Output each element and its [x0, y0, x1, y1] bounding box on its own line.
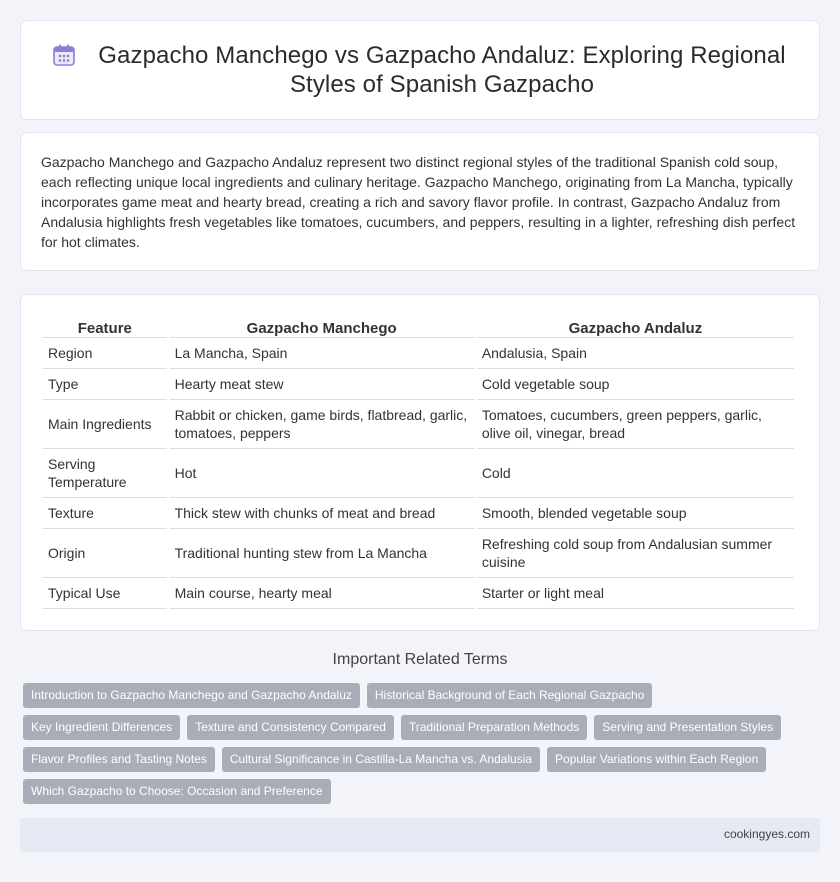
related-terms-list [23, 683, 823, 811]
table-row [43, 400, 794, 449]
table-row [43, 338, 794, 369]
table-row [43, 369, 794, 400]
table-cell-andaluz: Refreshing cold soup from Andalusian summer cuisine [477, 529, 794, 578]
table-cell-andaluz: Tomatoes, cucumbers, green peppers, garlic, olive oil, vinegar, bread [477, 400, 794, 449]
comparison-table [40, 312, 797, 609]
table-cell-feature: Main Ingredients [43, 400, 167, 449]
table-cell-andaluz: Starter or light meal [477, 578, 794, 609]
related-term-tag[interactable]: Texture and Consistency Compared [187, 715, 394, 740]
related-terms-title: Important Related Terms [332, 651, 508, 668]
table-row [43, 498, 794, 529]
comparison-table-card [20, 294, 820, 631]
table-cell-manchego: Hot [170, 449, 474, 498]
intro-card [20, 132, 820, 271]
footer-site-link[interactable]: cookingyes.com [723, 827, 810, 841]
table-cell-feature: Serving Temperature [43, 449, 167, 498]
table-header-row [43, 312, 794, 338]
table-cell-andaluz: Andalusia, Spain [477, 338, 794, 369]
table-cell-andaluz: Cold [477, 449, 794, 498]
page-title: Gazpacho Manchego vs Gazpacho Andaluz: Exploring Regional Styles of Spanish Gazpacho [98, 42, 786, 98]
table-header-manchego: Gazpacho Manchego [170, 312, 474, 338]
related-term-tag[interactable]: Introduction to Gazpacho Manchego and Gazpacho Andaluz [23, 683, 360, 708]
table-row [43, 449, 794, 498]
footer [20, 818, 820, 852]
table-header-feature: Feature [43, 312, 167, 338]
table-cell-andaluz: Smooth, blended vegetable soup [477, 498, 794, 529]
table-cell-feature: Texture [43, 498, 167, 529]
calendar-icon [51, 42, 77, 68]
related-term-tag[interactable]: Which Gazpacho to Choose: Occasion and Preference [23, 779, 331, 804]
table-row [43, 578, 794, 609]
table-row [43, 529, 794, 578]
related-term-tag[interactable]: Serving and Presentation Styles [594, 715, 781, 740]
table-cell-manchego: Main course, hearty meal [170, 578, 474, 609]
table-cell-feature: Typical Use [43, 578, 167, 609]
table-cell-manchego: Rabbit or chicken, game birds, flatbread, garlic, tomatoes, peppers [170, 400, 474, 449]
related-term-tag[interactable]: Cultural Significance in Castilla-La Mancha vs. Andalusia [222, 747, 540, 772]
table-cell-manchego: Hearty meat stew [170, 369, 474, 400]
table-cell-feature: Type [43, 369, 167, 400]
table-header-andaluz: Gazpacho Andaluz [477, 312, 794, 338]
related-term-tag[interactable]: Key Ingredient Differences [23, 715, 180, 740]
related-term-tag[interactable]: Historical Background of Each Regional Gazpacho [367, 683, 652, 708]
table-cell-feature: Origin [43, 529, 167, 578]
related-term-tag[interactable]: Traditional Preparation Methods [401, 715, 587, 740]
related-term-tag[interactable]: Popular Variations within Each Region [547, 747, 766, 772]
table-cell-manchego: Traditional hunting stew from La Mancha [170, 529, 474, 578]
related-term-tag[interactable]: Flavor Profiles and Tasting Notes [23, 747, 215, 772]
intro-paragraph: Gazpacho Manchego and Gazpacho Andaluz represent two distinct regional styles of the traditional Spanish cold soup, each reflecting unique local ingredients and culinary heritage. Gazpacho Manchego, originating from La Mancha, typically incorporates game meat and hearty bread, creating a rich and savory flavor profile. In contrast, Gazpacho Andaluz from Andalusia highlights fresh vegetables like tomatoes, cucumbers, and peppers, resulting in a lighter, refreshing dish perfect for hot climates. [41, 154, 796, 250]
table-cell-manchego: Thick stew with chunks of meat and bread [170, 498, 474, 529]
table-cell-manchego: La Mancha, Spain [170, 338, 474, 369]
table-cell-feature: Region [43, 338, 167, 369]
header-card [20, 20, 820, 120]
table-cell-andaluz: Cold vegetable soup [477, 369, 794, 400]
